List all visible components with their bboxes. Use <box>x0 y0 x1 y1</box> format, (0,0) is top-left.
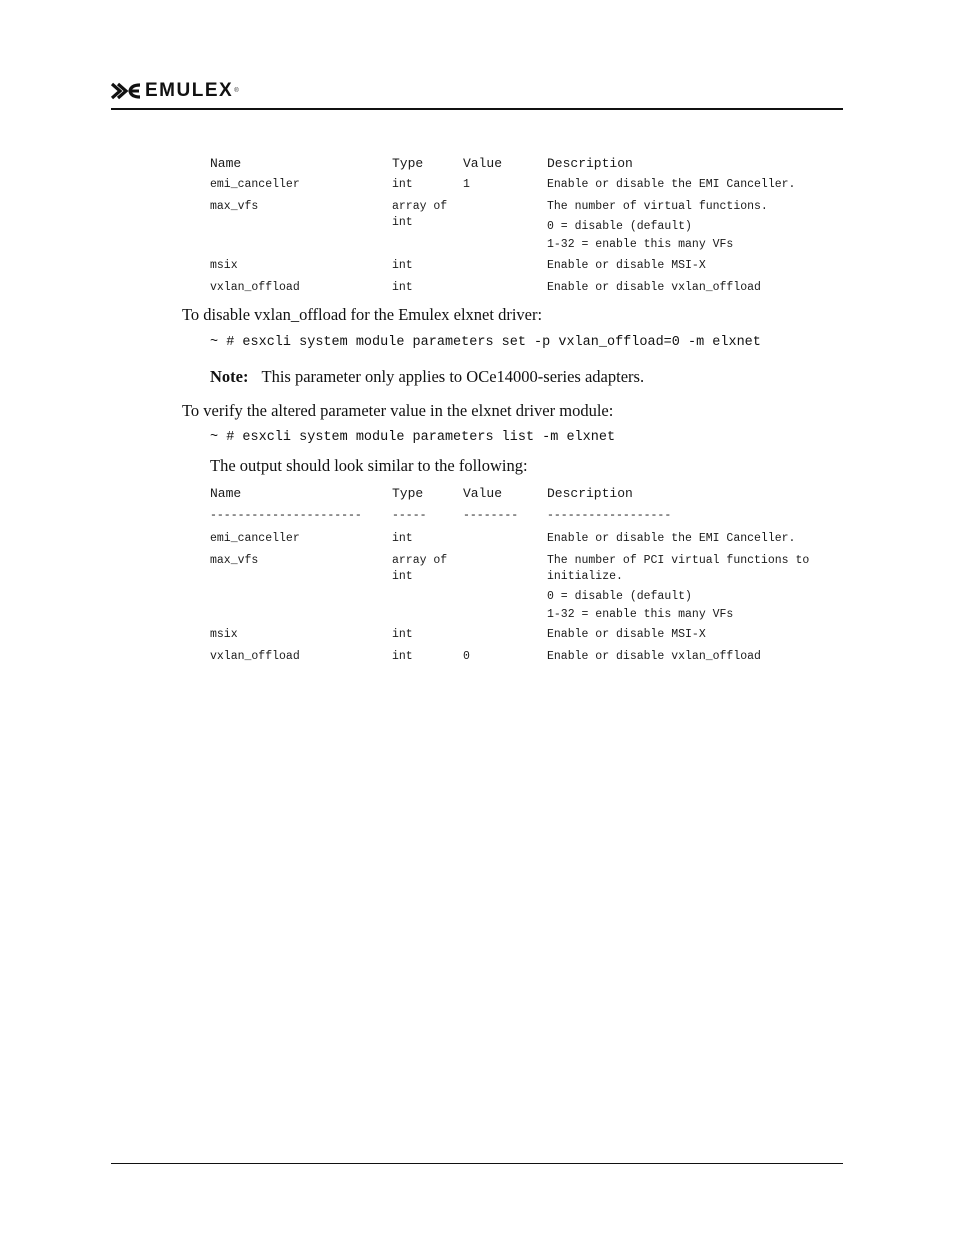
disable-instruction: To disable vxlan_offload for the Emulex elxnet driver: <box>182 305 543 324</box>
param-value: 1 <box>463 178 470 191</box>
param-name: max_vfs <box>210 554 259 567</box>
table-header-row <box>210 155 847 177</box>
emulex-mark-icon <box>111 82 141 100</box>
header-rule <box>111 108 843 110</box>
table-row <box>210 177 847 199</box>
param-description <box>547 199 847 258</box>
param-description: Enable or disable vxlan_offload <box>547 650 761 663</box>
param-value <box>463 258 547 280</box>
description-line: 1-32 = enable this many VFs <box>547 238 734 251</box>
param-name: max_vfs <box>210 200 259 213</box>
param-type-line: int <box>392 216 413 229</box>
param-value <box>463 627 547 649</box>
description-line: 0 = disable (default) <box>547 220 692 233</box>
param-type <box>392 553 463 627</box>
column-header-value: Value <box>463 156 503 171</box>
param-description: Enable or disable the EMI Canceller. <box>547 178 796 191</box>
param-value <box>463 280 547 300</box>
table-header-row <box>210 485 847 507</box>
table-row <box>210 199 847 258</box>
note-label: Note: <box>210 367 249 386</box>
command-set-parameter: ~ # esxcli system module parameters set -p vxlan_offload=0 -m elxnet <box>210 335 761 350</box>
param-type: int <box>392 178 413 191</box>
param-description: Enable or disable vxlan_offload <box>547 281 761 294</box>
param-name: vxlan_offload <box>210 650 300 663</box>
parameters-table-2 <box>210 485 847 669</box>
table-row <box>210 627 847 649</box>
separator-type: ----- <box>392 509 427 522</box>
table-row <box>210 531 847 553</box>
param-type: int <box>392 259 413 272</box>
verify-instruction: To verify the altered parameter value in the elxnet driver module: <box>182 401 614 420</box>
description-line: 1-32 = enable this many VFs <box>547 608 734 621</box>
param-description: Enable or disable the EMI Canceller. <box>547 532 796 545</box>
column-header-type: Type <box>392 486 424 501</box>
param-name: msix <box>210 259 238 272</box>
param-type: int <box>392 628 413 641</box>
table-row <box>210 280 847 300</box>
table-row <box>210 553 847 627</box>
param-value <box>463 553 547 627</box>
separator-value: -------- <box>463 509 519 522</box>
param-value: 0 <box>463 650 470 663</box>
footer-rule <box>111 1163 843 1164</box>
separator-description: ------------------ <box>547 509 672 522</box>
param-type: int <box>392 532 413 545</box>
column-header-name: Name <box>210 156 242 171</box>
table-row <box>210 649 847 669</box>
table-row <box>210 258 847 280</box>
param-description: Enable or disable MSI-X <box>547 259 706 272</box>
note <box>210 367 644 387</box>
description-line: 0 = disable (default) <box>547 590 692 603</box>
separator-name: ---------------------- <box>210 509 362 522</box>
param-type-line: int <box>392 570 413 583</box>
parameters-table-1 <box>210 155 847 300</box>
param-type: int <box>392 281 413 294</box>
param-name: msix <box>210 628 238 641</box>
trademark-symbol: ® <box>234 88 239 94</box>
note-text: This parameter only applies to OCe14000-series adapters. <box>261 367 645 386</box>
column-header-description: Description <box>547 156 633 171</box>
table-separator-row <box>210 507 847 531</box>
param-type <box>392 199 463 258</box>
param-value <box>463 199 547 258</box>
param-description: Enable or disable MSI-X <box>547 628 706 641</box>
column-header-name: Name <box>210 486 242 501</box>
description-line: initialize. <box>547 570 623 583</box>
param-type-line: array of <box>392 200 448 213</box>
brand-name: EMULEX <box>145 80 234 101</box>
param-type-line: array of <box>392 554 448 567</box>
param-description <box>547 553 847 627</box>
param-name: vxlan_offload <box>210 281 300 294</box>
description-line: The number of PCI virtual functions to <box>547 554 810 567</box>
param-name: emi_canceller <box>210 178 300 191</box>
column-header-value: Value <box>463 486 503 501</box>
param-type: int <box>392 650 413 663</box>
page-header <box>111 78 843 110</box>
output-instruction: The output should look similar to the following: <box>210 456 528 475</box>
column-header-description: Description <box>547 486 633 501</box>
description-line: The number of virtual functions. <box>547 200 768 213</box>
emulex-logo <box>111 80 239 102</box>
command-list-parameters: ~ # esxcli system module parameters list -m elxnet <box>210 430 616 445</box>
param-name: emi_canceller <box>210 532 300 545</box>
param-value <box>463 531 547 553</box>
column-header-type: Type <box>392 156 424 171</box>
